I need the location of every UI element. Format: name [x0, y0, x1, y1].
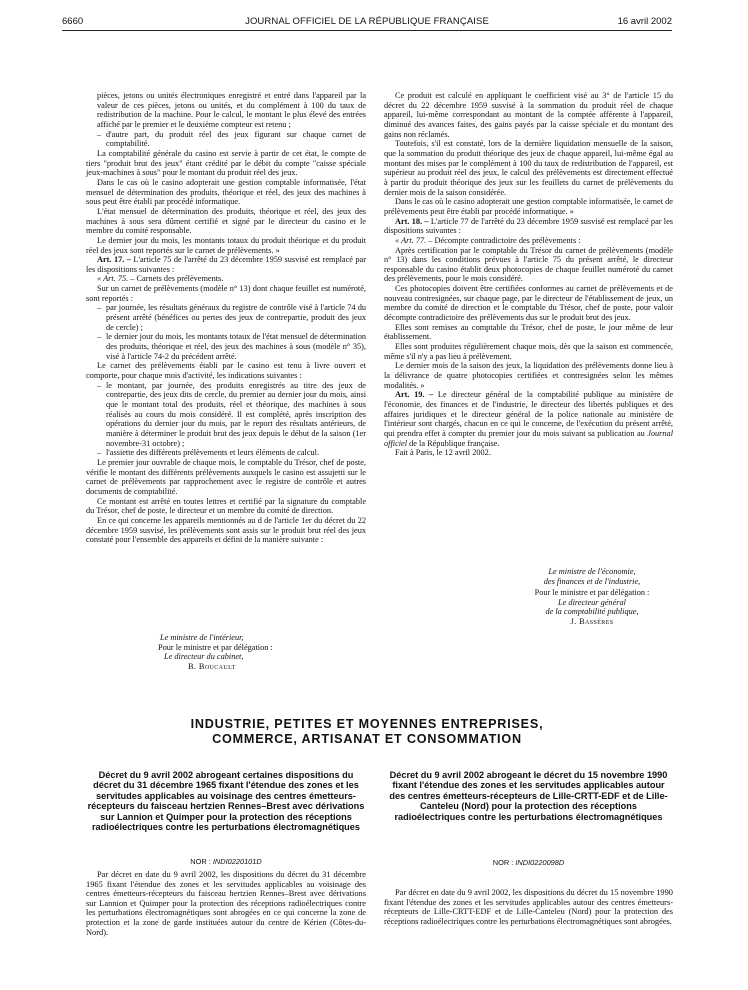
- paragraph: [86, 130, 366, 149]
- paragraph: [86, 178, 366, 207]
- paragraph: [384, 390, 673, 448]
- signature-line: Le ministre de l'intérieur,: [160, 633, 244, 642]
- signature-interior-minister: [160, 633, 380, 672]
- paragraph-text: Le dernier jour du mois, les montants totaux du produit théorique et du produit réel des jeux sont reportés sur le carnet de prélèvements. »: [86, 235, 366, 255]
- paragraph-text: En ce qui concerne les appareils mentionnés au d de l'article 1er du décret du 22 décembre 1959 susvisé, les prélèvements sont assis sur le produit brut réel des jeux constaté pour l'ensemble des appareils et défini de la manière suivante :: [86, 515, 366, 545]
- paragraph: [384, 342, 673, 361]
- paragraph: [384, 236, 673, 246]
- paragraph-text: Dans le cas où le casino adopterait une gestion comptable informatisée, l'état mensuel de détermination des produits, théorique et réel, des jeux des machines à sous peut être établi par procédé informatique.: [86, 177, 366, 207]
- signature-line: Pour le ministre et par délégation :: [534, 588, 650, 597]
- paragraph-text: l'assiette des différents prélèvements et leurs éléments de calcul.: [106, 448, 320, 458]
- paragraph: [86, 274, 366, 284]
- page-header: [62, 14, 672, 31]
- issue-date: 16 avril 2002: [617, 16, 672, 27]
- paragraph: [86, 149, 366, 178]
- decree-title: Décret du 9 avril 2002 abrogeant certaines dispositions du décret du 31 décembre 1965 fixant l'étendue des zones et les servitudes applicables au voisinage des centres émetteurs-récepteurs du faisceau hertzien Rennes–Brest avec dérivations sur Lannion et Quimper pour la protection des réceptions radioélectriques contre les perturbations électromagnétiques: [87, 770, 365, 833]
- right-column-text: [384, 91, 673, 458]
- paragraph: [86, 284, 366, 303]
- paragraph-text: Elles sont remises au comptable du Trésor, chef de poste, le jour même de leur établissement.: [384, 322, 673, 342]
- paragraph-text: L'article 75 de l'arrêté du 23 décembre 1959 susvisé est remplacé par les dispositions suivantes :: [86, 255, 366, 274]
- paragraph-text: La comptabilité générale du casino est servie à partir de cet état, le compte de tiers "produit brut des jeux" étant crédité par le débit du compte "caisse spéciale jeux-machines à sous" pour le montant du produit réel des jeux.: [86, 148, 366, 178]
- nor-reference: [384, 858, 673, 867]
- paragraph: [384, 139, 673, 197]
- nor-label: NOR :: [190, 857, 211, 866]
- paragraph: [384, 246, 673, 285]
- signatory-name: J. Bassères: [570, 617, 614, 627]
- section-title-line: COMMERCE, ARTISANAT ET CONSOMMATION: [212, 731, 522, 746]
- article-number: Art. 18. –: [395, 216, 429, 226]
- paragraph-text: Ces photocopies doivent être certifiées conformes au carnet de prélèvements et de nouveau contresignées, sur chaque page, par le directeur de l'établissement de jeux, un membre du comité de direction et le comptable du Trésor, chef de poste, pour valoir décompte contradictoire des prélèvements dus sur le produit brut des jeux.: [384, 284, 673, 323]
- paragraph: [384, 217, 673, 236]
- paragraph-text: Sur un carnet de prélèvements (modèle n° 13) dont chaque feuillet est numéroté, sont reportés :: [86, 284, 366, 303]
- page-number: 6660: [62, 16, 84, 27]
- paragraph-text: pièces, jetons ou unités électroniques enregistré et entré dans l'appareil par la valeur de ces pièces, jetons ou unités, et du complément à 100 du taux de redistribution de la machine. Pour le calcul, le montant le plus élevé des entrées affiché par le premier et le deuxième compteur est retenu ;: [97, 91, 366, 129]
- paragraph-text: Ce montant est arrêté en toutes lettres et certifié par la signature du comptable du Trésor, chef de poste, le directeur et un membre du comité de direction.: [86, 496, 366, 516]
- paragraph-text: le montant, par journée, des produits enregistrés au titre des jeux de contrepartie, des jeux dits de cercle, du premier au dernier jour du mois, ainsi que le montant total des produits, réel et théorique, des machines à sous réalisés au cours du mois considéré. Il est complété, après inscription des opérations du dernier jour du mois, par le report des résultats antérieurs, de manière à déterminer le produit brut des jeux depuis le début de la saison (1er novembre-31 octobre) ;: [106, 380, 366, 448]
- paragraph: [86, 207, 366, 236]
- paragraph: [86, 497, 366, 516]
- decree-title: Décret du 9 avril 2002 abrogeant le décret du 15 novembre 1990 fixant l'étendue des zones et les servitudes applicables autour des centres émetteurs-récepteurs de Lille-CRTT-EDF et de Lille-Canteleu (Nord) pour la protection des réceptions radioélectriques contre les perturbations électromagnétiques: [389, 770, 668, 822]
- paragraph-text: Le dernier mois de la saison des jeux, la liquidation des prélèvements donne lieu à la délivrance de quatre photocopies certifiées et contresignées selon les mêmes modalités. »: [384, 361, 673, 390]
- paragraph: [384, 323, 673, 342]
- paragraph: [86, 332, 366, 361]
- paragraph: [384, 361, 673, 390]
- signature-line: Le directeur du cabinet,: [164, 652, 244, 662]
- paragraph-text: Le premier jour ouvrable de chaque mois, le comptable du Trésor, chef de poste, vérifie le montant des différents prélèvements auxquels le casino est assujetti sur le carnet de prélèvements par rapprochement avec le registre de contrôle et autres documents de comptabilité.: [86, 457, 366, 496]
- signature-line: Pour le ministre et par délégation :: [158, 642, 273, 652]
- section-title-line: INDUSTRIE, PETITES ET MOYENNES ENTREPRISES,: [190, 717, 544, 731]
- decree-body: [384, 888, 673, 926]
- paragraph-text: Elles sont produites régulièrement chaque mois, dès que la saison est commencée, même s'il n'y a pas lieu à prélèvement.: [384, 342, 673, 361]
- signature-line: Le directeur général: [558, 597, 626, 607]
- journal-title: JOURNAL OFFICIEL DE LA RÉPUBLIQUE FRANÇAISE: [245, 16, 489, 27]
- signature-delegation: [494, 588, 690, 627]
- paragraph: [86, 361, 366, 380]
- paragraph-text: Le carnet des prélèvements établi par le casino est tenu à livre ouvert et comporte, pour chaque mois d'activité, les indications suivantes :: [86, 361, 366, 381]
- article-heading: « Art. 77.: [395, 235, 427, 245]
- paragraph: [384, 284, 673, 323]
- paragraph-text: d'autre part, du produit réel des jeux figurant sur chaque carnet de comptabilité.: [106, 129, 366, 149]
- nor-label: NOR :: [492, 858, 514, 867]
- paragraph: Par décret en date du 9 avril 2002, les dispositions du décret du 15 novembre 1990 fixant l'étendue des zones et les servitudes applicables autour des centres émetteurs-récepteurs de Lille-CRTT-EDF et de Lille-Canteleu (Nord) pour la protection des réceptions radioélectriques contre les perturbations électromagnétiques sont abrogées.: [384, 888, 673, 926]
- article-heading: « Art. 75.: [97, 274, 129, 284]
- article-number: Art. 17. –: [97, 255, 131, 265]
- paragraph: [86, 458, 366, 497]
- paragraph: [86, 236, 366, 255]
- paragraph: [384, 197, 673, 216]
- paragraph-text: par journée, les résultats généraux du registre de contrôle visé à l'article 74 du présent arrêté (bénéfices ou pertes des jeux de contrepartie, produit des jeux de cercle) ;: [106, 303, 366, 332]
- paragraph-text: Le directeur général de la comptabilité publique au ministère de l'économie, des finances et de l'industrie, le directeur des libertés publiques et des affaires juridiques et le directeur général de la police nationale au ministère de l'intérieur sont chargés, chacun en ce qui le concerne, de l'exécution du présent arrêté, qui prendra effet à compter du premier jour du mois suivant sa publication au: [384, 390, 673, 438]
- paragraph: [86, 448, 366, 458]
- decree-body: [86, 870, 366, 937]
- paragraph: [86, 303, 366, 332]
- signatory-name: B. Boucault: [188, 662, 236, 672]
- paragraph-text: L'article 77 de l'arrêté du 23 décembre 1959 susvisé est remplacé par les dispositions suivantes :: [384, 216, 674, 236]
- paragraph: [86, 91, 366, 130]
- paragraph-text: Toutefois, s'il est constaté, lors de la dernière liquidation mensuelle de la saison, que la sommation du produit théorique des jeux de chaque appareil, lui-même égal au montant des mises par le complément à 100 du taux de redistribution de l'appareil, est supérieur au produit réel des jeux, le calcul des prélèvements est directement effectué à partir du produit théorique des jeux sur les feuillets du carnet de prélèvements du dernier mois de la saison considérée.: [384, 139, 673, 197]
- paragraph-text: – Carnets des prélèvements.: [128, 274, 224, 284]
- signature-economy-minister: [494, 567, 690, 586]
- article-number: Art. 19. –: [395, 390, 434, 400]
- signature-line: des finances et de l'industrie,: [543, 576, 641, 586]
- paragraph: [86, 381, 366, 449]
- paragraph: [384, 448, 673, 458]
- paragraph: [384, 91, 673, 139]
- paragraph-text: Fait à Paris, le 12 avril 2002.: [395, 448, 491, 458]
- paragraph-text: de la République française.: [407, 438, 500, 448]
- paragraph-text: Après certification par le comptable du Trésor du carnet de prélèvements (modèle n° 13) dans les conditions prévues à l'article 75 du présent arrêté, le directeur responsable du casino établit deux photocopies de chaque feuillet numéroté du carnet des prélèvements, pour le mois considéré.: [384, 245, 673, 284]
- left-column-text: [86, 91, 366, 545]
- nor-reference: [86, 857, 366, 866]
- paragraph-text: Dans le cas où le casino adopterait une gestion comptable informatisée, le carnet de prélèvements peut être établi par procédé informatique. »: [384, 197, 673, 216]
- signature-line: de la comptabilité publique,: [545, 607, 639, 617]
- paragraph: [86, 255, 366, 274]
- paragraph-text: – Décompte contradictoire des prélèvements :: [426, 235, 581, 245]
- publication-name: Journal officiel: [384, 428, 673, 448]
- paragraph-text: L'état mensuel de détermination des produits, théorique et réel, des jeux des machines à sous sera dûment certifié et signé par le directeur du casino et le membre du comité responsable.: [86, 206, 366, 236]
- section-title: [62, 717, 672, 746]
- nor-code: INDI0220101D: [212, 857, 262, 866]
- paragraph-text: le dernier jour du mois, les montants totaux de l'état mensuel de détermination des produits, théorique et réel, des jeux des machines à sous (modèle n° 35), visé à l'article 74-2 du précédent arrêté.: [106, 332, 366, 361]
- paragraph: Par décret en date du 9 avril 2002, les dispositions du décret du 31 décembre 1965 fixant l'étendue des zones et les servitudes applicables au voisinage des centres émetteurs-récepteurs du faisceau hertzien Rennes–Brest avec dérivations sur Lannion et Quimper pour la protection des réceptions radioélectriques contre les perturbations électromagnétiques sont abrogées en ce qui concerne la zone de protection et la zone de garde instituées autour du centre de Kérien (Côtes-du-Nord).: [86, 870, 366, 937]
- nor-code: INDI0220098D: [515, 858, 565, 867]
- signature-line: Le ministre de l'économie,: [548, 567, 636, 576]
- paragraph: [86, 516, 366, 545]
- paragraph-text: Ce produit est calculé en appliquant le coefficient visé au 3° de l'article 15 du décret du 22 décembre 1959 susvisé à la sommation du produit réel de chaque appareil, lui-même correspondant au montant de la comptée afférente à l'appareil, diminué des avances faites, des gains payés par la caisse spéciale et du montant des gains non réclamés.: [384, 91, 673, 139]
